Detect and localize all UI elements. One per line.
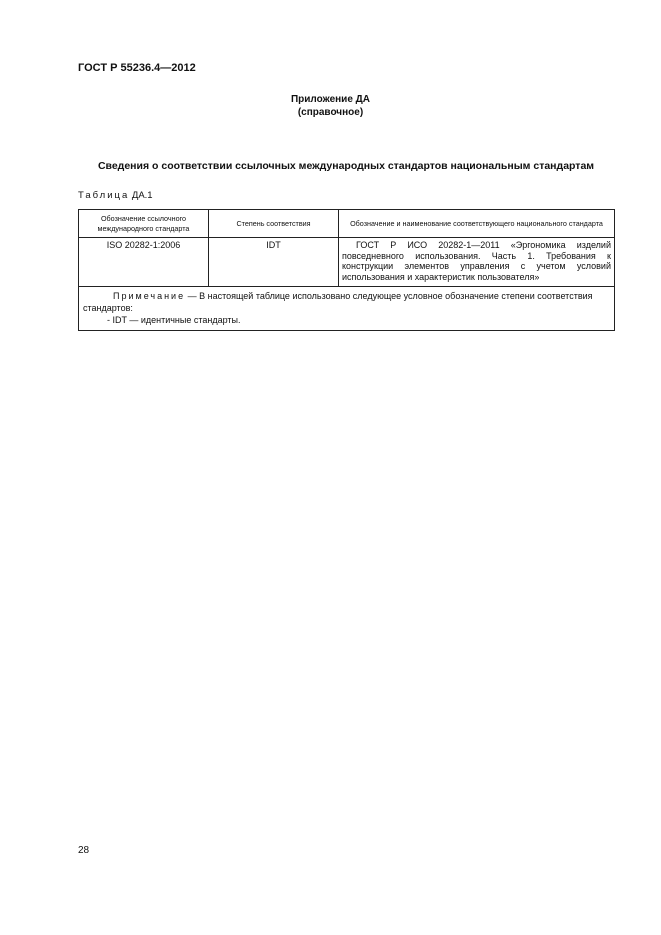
correspondence-table — [78, 209, 615, 331]
annex-title: Приложение ДА — [290, 94, 371, 105]
note-item: - IDT — идентичные стандарты. — [107, 315, 241, 325]
standard-code: ГОСТ Р 55236.4—2012 — [78, 62, 196, 74]
page-number: 28 — [78, 845, 90, 856]
table-caption — [78, 190, 153, 201]
table-note — [79, 287, 615, 331]
table-row — [79, 238, 615, 287]
cell-national-standard — [339, 238, 615, 287]
table-header-row — [79, 210, 615, 238]
cell-national-standard-text: ГОСТ Р ИСО 20282-1—2011 «Эргономика изделий повседневного использования. Часть 1. Требования к конструкции элементов управления с учетом условий использования и характеристик пользователя» — [342, 240, 611, 282]
table-caption-word: Таблица — [78, 190, 130, 201]
cell-degree: IDT — [209, 238, 339, 287]
cell-intl-standard: ISO 20282-1:2006 — [79, 238, 209, 287]
note-label: Примечание — [113, 291, 186, 301]
header-cell-degree: Степень соответствия — [209, 210, 339, 238]
section-title: Сведения о соответствии ссылочных международных стандартов национальным стандартам — [97, 160, 595, 172]
header-cell-intl-standard: Обозначение ссылочного международного стандарта — [79, 210, 209, 238]
note-paragraph — [83, 290, 610, 314]
note-text: — В настоящей таблице использовано следующее условное обозначение степени соответствия стандартов: — [83, 291, 593, 313]
header-cell-national-standard: Обозначение и наименование соответствующего национального стандарта — [339, 210, 615, 238]
table-caption-number: ДА.1 — [131, 190, 153, 201]
table-note-row — [79, 287, 615, 331]
annex-subtitle: (справочное) — [297, 107, 364, 118]
